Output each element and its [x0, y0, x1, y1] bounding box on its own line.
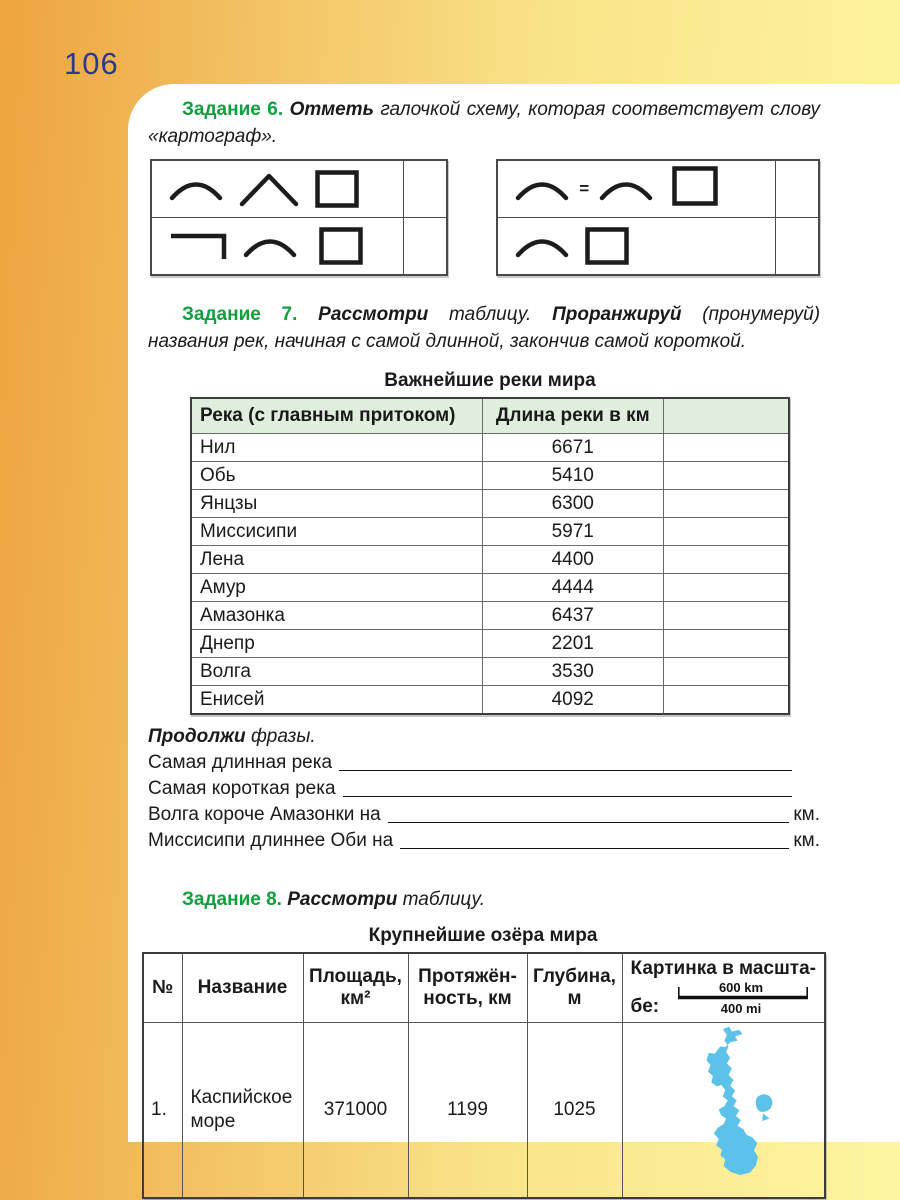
- check-cell[interactable]: [775, 218, 818, 274]
- table-row: [191, 490, 789, 518]
- ending-square-icon: [314, 169, 360, 209]
- scheme-box-right: [496, 159, 820, 276]
- ending-square-icon: [318, 226, 364, 266]
- scheme-symbols-cell: [152, 218, 403, 274]
- caspian-sea-map: [669, 1025, 793, 1189]
- table-row: [191, 686, 789, 715]
- fill-line-label: Миссисипи длиннее Оби на: [148, 830, 394, 851]
- table-row: [191, 434, 789, 462]
- rank-cell[interactable]: [663, 630, 789, 658]
- continue-bold: Продолжи: [148, 726, 246, 747]
- header-line: Площадь,: [309, 966, 402, 987]
- river-name: Амур: [191, 574, 482, 602]
- task6-label: Задание 6.: [182, 99, 284, 120]
- fill-line-suffix: км.: [793, 830, 820, 851]
- fill-in-line: [148, 748, 820, 774]
- rank-cell[interactable]: [663, 574, 789, 602]
- header-line: ность, км: [423, 988, 512, 1009]
- check-cell[interactable]: [775, 161, 818, 217]
- col-header-depth: [527, 953, 622, 1023]
- table-header-row: [143, 953, 825, 1023]
- rank-cell[interactable]: [663, 546, 789, 574]
- lakes-table: [142, 952, 826, 1199]
- fill-line-label: Волга короче Амазонки на: [148, 804, 381, 825]
- river-length: 6671: [482, 434, 663, 462]
- scheme-symbols-cell: [498, 218, 775, 274]
- table-row: [191, 462, 789, 490]
- task7-text-2: (пронумеруй) названия рек, начиная с самой длинной, закончив самой короткой.: [148, 304, 821, 352]
- lake-length: 1199: [408, 1023, 527, 1199]
- scheme-symbols-cell: [152, 161, 403, 217]
- scale-mi-label: 400 mi: [720, 1001, 761, 1016]
- table-row: [191, 546, 789, 574]
- page-number: 106: [64, 46, 119, 81]
- ending-square-icon: [584, 226, 630, 266]
- root-arc-icon: [242, 233, 298, 259]
- scheme-symbols-cell: [498, 161, 775, 217]
- task6-instruction: [148, 96, 820, 150]
- lake-name: Каспийское море: [182, 1023, 303, 1199]
- fill-line-label: Самая длинная река: [148, 752, 333, 773]
- prefix-icon: [168, 231, 228, 261]
- river-name: Янцзы: [191, 490, 482, 518]
- table-row: [191, 574, 789, 602]
- lake-depth: 1025: [527, 1023, 622, 1199]
- scheme-row: [498, 217, 818, 274]
- river-length: 6437: [482, 602, 663, 630]
- scheme-box-left: [150, 159, 448, 276]
- task6-text: галочкой схему, которая соответствует слову «картограф».: [148, 99, 820, 147]
- table-row: [191, 658, 789, 686]
- content-panel: [128, 84, 900, 1142]
- fill-in-line: [148, 800, 820, 826]
- fill-line-label: Самая короткая река: [148, 778, 336, 799]
- river-name: Волга: [191, 658, 482, 686]
- river-length: 4092: [482, 686, 663, 715]
- check-cell[interactable]: [403, 218, 446, 274]
- river-length: 3530: [482, 658, 663, 686]
- task7-text-1: таблицу.: [449, 304, 532, 325]
- table-row: [191, 518, 789, 546]
- scale-km-label: 600 km: [718, 980, 763, 995]
- header-line: м: [567, 988, 582, 1009]
- task7-bold-word-1: Рассмотри: [318, 304, 429, 325]
- rank-cell[interactable]: [663, 490, 789, 518]
- col-header-name: Название: [182, 953, 303, 1023]
- river-name: Енисей: [191, 686, 482, 715]
- fill-in-line: [148, 774, 820, 800]
- river-length: 5971: [482, 518, 663, 546]
- check-cell[interactable]: [403, 161, 446, 217]
- rivers-table: [190, 397, 790, 715]
- river-length: 5410: [482, 462, 663, 490]
- answer-blank[interactable]: [400, 848, 789, 849]
- river-length: 4400: [482, 546, 663, 574]
- rank-cell[interactable]: [663, 462, 789, 490]
- river-name: Днепр: [191, 630, 482, 658]
- col-header-rank: [663, 398, 789, 434]
- rank-cell[interactable]: [663, 658, 789, 686]
- fill-line-suffix: км.: [793, 804, 820, 825]
- fill-in-line: [148, 826, 820, 852]
- task8-bold-word: Рассмотри: [287, 889, 398, 910]
- suffix-caret-icon: [238, 171, 300, 207]
- root-arc-icon: [168, 176, 224, 202]
- river-name: Нил: [191, 434, 482, 462]
- river-length: 6300: [482, 490, 663, 518]
- task7-bold-word-2: Проранжируй: [552, 304, 682, 325]
- lakes-table-title: Крупнейшие озёра мира: [368, 925, 598, 946]
- river-name: Лена: [191, 546, 482, 574]
- task8-label: Задание 8.: [182, 889, 282, 910]
- col-header-length: [408, 953, 527, 1023]
- river-name: Амазонка: [191, 602, 482, 630]
- header-line: бе:: [630, 996, 660, 1017]
- task8-instruction: [148, 886, 820, 913]
- continue-phrases-label: [148, 726, 820, 748]
- task6-bold-word: Отметь: [289, 99, 374, 120]
- header-line: км²: [340, 988, 371, 1009]
- root-arc-icon: [514, 233, 570, 259]
- answer-blank[interactable]: [388, 822, 790, 823]
- rank-cell[interactable]: [663, 518, 789, 546]
- river-length: 4444: [482, 574, 663, 602]
- answer-blank[interactable]: [339, 770, 792, 771]
- ending-square-icon: [671, 165, 719, 207]
- lake-picture-cell: [622, 1023, 825, 1199]
- task6-scheme-boxes: [150, 159, 820, 276]
- root-arc-icon: [514, 176, 570, 202]
- river-name: Обь: [191, 462, 482, 490]
- answer-blank[interactable]: [343, 796, 792, 797]
- col-header-number: №: [143, 953, 182, 1023]
- rank-cell[interactable]: [663, 686, 789, 715]
- scheme-row: [152, 161, 446, 217]
- rank-cell[interactable]: [663, 602, 789, 630]
- scheme-row: [498, 161, 818, 217]
- rank-cell[interactable]: [663, 434, 789, 462]
- task7-label: Задание 7.: [182, 304, 298, 325]
- table-row: [191, 630, 789, 658]
- river-name: Миссисипи: [191, 518, 482, 546]
- river-length: 2201: [482, 630, 663, 658]
- table-row: [191, 602, 789, 630]
- rivers-table-title: Важнейшие реки мира: [384, 370, 596, 391]
- col-header-picture: [622, 953, 825, 1023]
- header-line: Картинка в масшта-: [630, 958, 817, 979]
- table-row: [143, 1023, 825, 1199]
- lake-area: 371000: [303, 1023, 408, 1199]
- map-scale-bar: [665, 980, 815, 1018]
- equals-sign: =: [579, 179, 590, 198]
- header-line: Глубина,: [533, 966, 616, 987]
- col-header-river: Река (с главным притоком): [191, 398, 482, 434]
- root-arc-icon: [598, 176, 654, 202]
- col-header-length: Длина реки в км: [482, 398, 663, 434]
- header-line: Протяжён-: [418, 966, 517, 987]
- task8-text: таблицу.: [402, 889, 485, 910]
- col-header-area: [303, 953, 408, 1023]
- scheme-row: [152, 217, 446, 274]
- continue-rest: фразы.: [250, 726, 316, 747]
- task7-instruction: [148, 301, 820, 355]
- lake-number: 1.: [143, 1023, 182, 1199]
- table-header-row: [191, 398, 789, 434]
